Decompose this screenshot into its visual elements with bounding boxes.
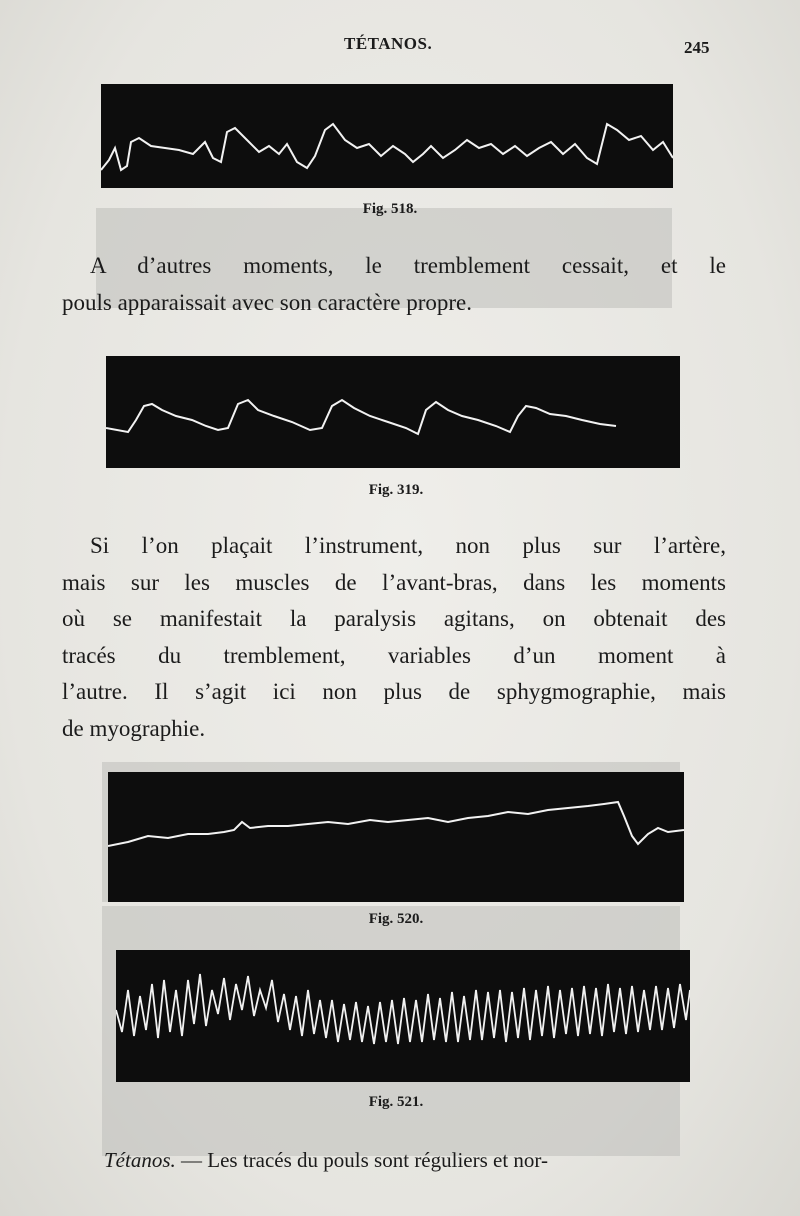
pulse-trace-319 bbox=[106, 356, 680, 468]
myograph-trace-520 bbox=[108, 772, 684, 902]
figure-319-caption: Fig. 319. bbox=[368, 482, 424, 498]
figure-518-trace bbox=[101, 84, 673, 188]
figure-520-caption: Fig. 520. bbox=[368, 911, 424, 927]
figure-319-trace bbox=[106, 356, 680, 468]
paragraph-1-line-2: pouls apparaissait avec son caractère propre. bbox=[62, 289, 472, 315]
section-heading-tetanos: Tétanos. bbox=[104, 1148, 176, 1172]
paragraph-2-line-4: tracés du tremblement, variables d’un moment à bbox=[62, 642, 726, 668]
myograph-trace-521 bbox=[116, 950, 690, 1082]
paragraph-2-line-1: Si l’on plaçait l’instrument, non plus sur l’artère, bbox=[90, 533, 726, 558]
figure-518-caption: Fig. 518. bbox=[362, 201, 418, 217]
running-header-title: TÉTANOS. bbox=[344, 34, 433, 53]
paragraph-1-line-1: A d’autres moments, le tremblement cessait, et le bbox=[90, 253, 726, 278]
paragraph-2-line-6: de myographie. bbox=[62, 715, 206, 741]
pulse-trace-518 bbox=[101, 84, 673, 188]
paragraph-2 bbox=[62, 528, 726, 747]
paragraph-2-line-5: l’autre. Il s’agit ici non plus de sphygmographie, mais bbox=[62, 679, 726, 704]
figure-520-trace bbox=[108, 772, 684, 902]
paragraph-2-line-3: où se manifestait la paralysis agitans, on obtenait des bbox=[62, 606, 726, 631]
paragraph-1 bbox=[62, 248, 726, 321]
paragraph-2-line-2: mais sur les muscles de l’avant-bras, dans les moments bbox=[62, 569, 726, 595]
figure-521-trace bbox=[116, 950, 690, 1082]
bottom-line-text: — Les tracés du pouls sont réguliers et nor- bbox=[175, 1148, 549, 1172]
bottom-text-line bbox=[104, 1148, 548, 1173]
figure-521-caption: Fig. 521. bbox=[368, 1094, 424, 1110]
page-number: 245 bbox=[684, 38, 710, 57]
